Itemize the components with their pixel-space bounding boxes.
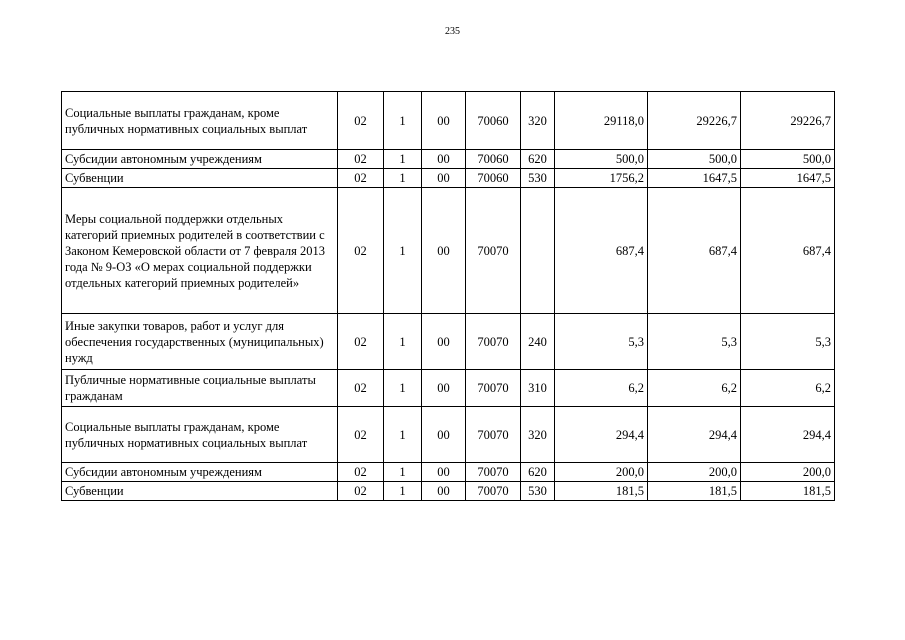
- cell-expense-type: 620: [521, 463, 555, 482]
- cell-value-3: 500,0: [741, 150, 835, 169]
- cell-section: 02: [338, 314, 384, 370]
- cell-value-2: 6,2: [648, 370, 741, 407]
- row-description: Публичные нормативные социальные выплаты гражданам: [62, 370, 338, 407]
- cell-subprogram: 00: [422, 370, 466, 407]
- cell-section: 02: [338, 482, 384, 501]
- cell-value-2: 687,4: [648, 188, 741, 314]
- cell-subprogram: 00: [422, 169, 466, 188]
- cell-value-2: 294,4: [648, 407, 741, 463]
- budget-table: [61, 91, 835, 501]
- row-description: Субсидии автономным учреждениям: [62, 150, 338, 169]
- table-row: [62, 188, 835, 314]
- cell-program: 1: [384, 169, 422, 188]
- cell-value-3: 181,5: [741, 482, 835, 501]
- cell-section: 02: [338, 150, 384, 169]
- cell-expense-type: 320: [521, 92, 555, 150]
- table-row: [62, 169, 835, 188]
- table-row: [62, 150, 835, 169]
- cell-expense-type: 530: [521, 482, 555, 501]
- row-description: Субсидии автономным учреждениям: [62, 463, 338, 482]
- cell-subprogram: 00: [422, 482, 466, 501]
- cell-program: 1: [384, 482, 422, 501]
- cell-target: 70060: [466, 150, 521, 169]
- cell-value-2: 181,5: [648, 482, 741, 501]
- page-number: 235: [445, 26, 460, 37]
- cell-value-3: 29226,7: [741, 92, 835, 150]
- cell-subprogram: 00: [422, 188, 466, 314]
- cell-subprogram: 00: [422, 150, 466, 169]
- cell-value-3: 294,4: [741, 407, 835, 463]
- cell-section: 02: [338, 370, 384, 407]
- cell-section: 02: [338, 188, 384, 314]
- cell-target: 70070: [466, 188, 521, 314]
- cell-subprogram: 00: [422, 463, 466, 482]
- cell-value-1: 6,2: [555, 370, 648, 407]
- cell-value-1: 181,5: [555, 482, 648, 501]
- cell-value-1: 294,4: [555, 407, 648, 463]
- cell-value-1: 687,4: [555, 188, 648, 314]
- cell-subprogram: 00: [422, 407, 466, 463]
- cell-target: 70070: [466, 463, 521, 482]
- cell-value-2: 1647,5: [648, 169, 741, 188]
- cell-section: 02: [338, 463, 384, 482]
- cell-program: 1: [384, 463, 422, 482]
- cell-value-3: 200,0: [741, 463, 835, 482]
- cell-expense-type: 620: [521, 150, 555, 169]
- cell-expense-type: 240: [521, 314, 555, 370]
- cell-value-2: 29226,7: [648, 92, 741, 150]
- cell-target: 70060: [466, 169, 521, 188]
- cell-value-3: 5,3: [741, 314, 835, 370]
- cell-program: 1: [384, 407, 422, 463]
- cell-value-1: 200,0: [555, 463, 648, 482]
- cell-program: 1: [384, 150, 422, 169]
- cell-subprogram: 00: [422, 314, 466, 370]
- row-description: Субвенции: [62, 482, 338, 501]
- row-description: Иные закупки товаров, работ и услуг для обеспечения государственных (муниципальных) нужд: [62, 314, 338, 370]
- cell-value-1: 1756,2: [555, 169, 648, 188]
- cell-value-2: 500,0: [648, 150, 741, 169]
- cell-value-2: 5,3: [648, 314, 741, 370]
- cell-value-1: 5,3: [555, 314, 648, 370]
- cell-value-3: 6,2: [741, 370, 835, 407]
- row-description: Субвенции: [62, 169, 338, 188]
- cell-target: 70070: [466, 314, 521, 370]
- cell-expense-type: 320: [521, 407, 555, 463]
- cell-section: 02: [338, 92, 384, 150]
- row-description: Социальные выплаты гражданам, кроме публичных нормативных социальных выплат: [62, 92, 338, 150]
- cell-expense-type: [521, 188, 555, 314]
- cell-subprogram: 00: [422, 92, 466, 150]
- cell-value-3: 687,4: [741, 188, 835, 314]
- cell-program: 1: [384, 92, 422, 150]
- cell-value-2: 200,0: [648, 463, 741, 482]
- cell-target: 70060: [466, 92, 521, 150]
- cell-expense-type: 530: [521, 169, 555, 188]
- cell-value-3: 1647,5: [741, 169, 835, 188]
- table-row: [62, 314, 835, 370]
- table-row: [62, 482, 835, 501]
- table-row: [62, 92, 835, 150]
- row-description: Социальные выплаты гражданам, кроме публичных нормативных социальных выплат: [62, 407, 338, 463]
- cell-target: 70070: [466, 482, 521, 501]
- cell-target: 70070: [466, 370, 521, 407]
- cell-program: 1: [384, 188, 422, 314]
- cell-section: 02: [338, 169, 384, 188]
- cell-section: 02: [338, 407, 384, 463]
- cell-expense-type: 310: [521, 370, 555, 407]
- table-row: [62, 407, 835, 463]
- row-description: Меры социальной поддержки отдельных категорий приемных родителей в соответствии с Законом Кемеровской области от 7 февраля 2013 года № 9-ОЗ «О мерах социальной поддержки отдельных категорий приемных родителей»: [62, 188, 338, 314]
- table-row: [62, 463, 835, 482]
- cell-program: 1: [384, 314, 422, 370]
- cell-value-1: 29118,0: [555, 92, 648, 150]
- cell-program: 1: [384, 370, 422, 407]
- cell-target: 70070: [466, 407, 521, 463]
- cell-value-1: 500,0: [555, 150, 648, 169]
- table-row: [62, 370, 835, 407]
